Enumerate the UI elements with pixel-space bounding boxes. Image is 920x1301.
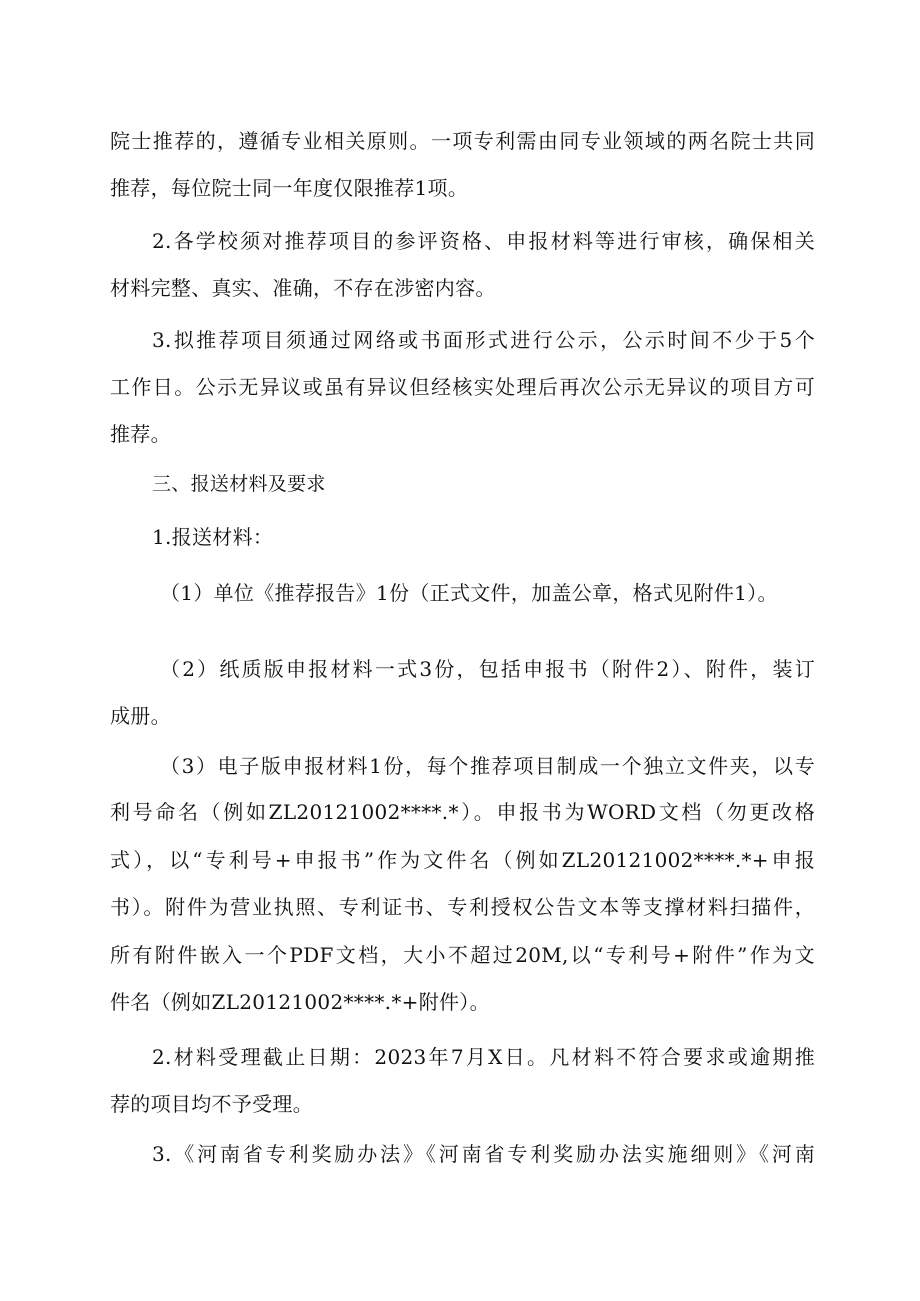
text-line: 院士推荐的，遵循专业相关原则。一项专利需由同专业领域的两名院士共同 xyxy=(110,129,815,153)
text-line: 成册。 xyxy=(110,704,171,728)
text-line: （3）电子版申报材料1份，每个推荐项目制成一个独立文件夹，以专 xyxy=(160,754,815,778)
text-line: 材料完整、真实、准确，不存在涉密内容。 xyxy=(110,276,496,300)
text-line: 2.各学校须对推荐项目的参评资格、申报材料等进行审核，确保相关 xyxy=(152,229,815,253)
text-line: 3.《河南省专利奖励办法》《河南省专利奖励办法实施细则》《河南 xyxy=(152,1142,815,1166)
text-line: 荐的项目均不予受理。 xyxy=(110,1092,313,1116)
text-line: 工作日。公示无异议或虽有异议但经核实处理后再次公示无异议的项目方可 xyxy=(110,375,815,399)
text-line: 件名（例如ZL20121002****.*+附件）。 xyxy=(110,990,490,1014)
text-line: （1）单位《推荐报告》1份（正式文件，加盖公章，格式见附件1）。 xyxy=(160,581,778,605)
text-line: 式），以“专利号+申报书”作为文件名（例如ZL20121002****.*+申报 xyxy=(110,848,815,872)
text-line: 1.报送材料： xyxy=(152,525,274,549)
text-line: 推荐。 xyxy=(110,422,171,446)
text-line: （2）纸质版申报材料一式3份，包括申报书（附件2）、附件，装订 xyxy=(160,657,815,681)
text-line: 利号命名（例如ZL20121002****.*）。申报书为WORD文档（勿更改格 xyxy=(110,800,815,824)
text-line: 推荐，每位院士同一年度仅限推荐1项。 xyxy=(110,176,469,200)
section-heading: 三、报送材料及要求 xyxy=(152,473,326,495)
text-line: 3.拟推荐项目须通过网络或书面形式进行公示，公示时间不少于5个 xyxy=(152,328,815,352)
text-line: 所有附件嵌入一个PDF文档，大小不超过20M,以“专利号+附件”作为文 xyxy=(110,943,815,967)
text-line: 书）。附件为营业执照、专利证书、专利授权公告文本等支撑材料扫描件， xyxy=(110,895,815,919)
text-line: 2.材料受理截止日期：2023年7月X日。凡材料不符合要求或逾期推 xyxy=(152,1045,815,1069)
